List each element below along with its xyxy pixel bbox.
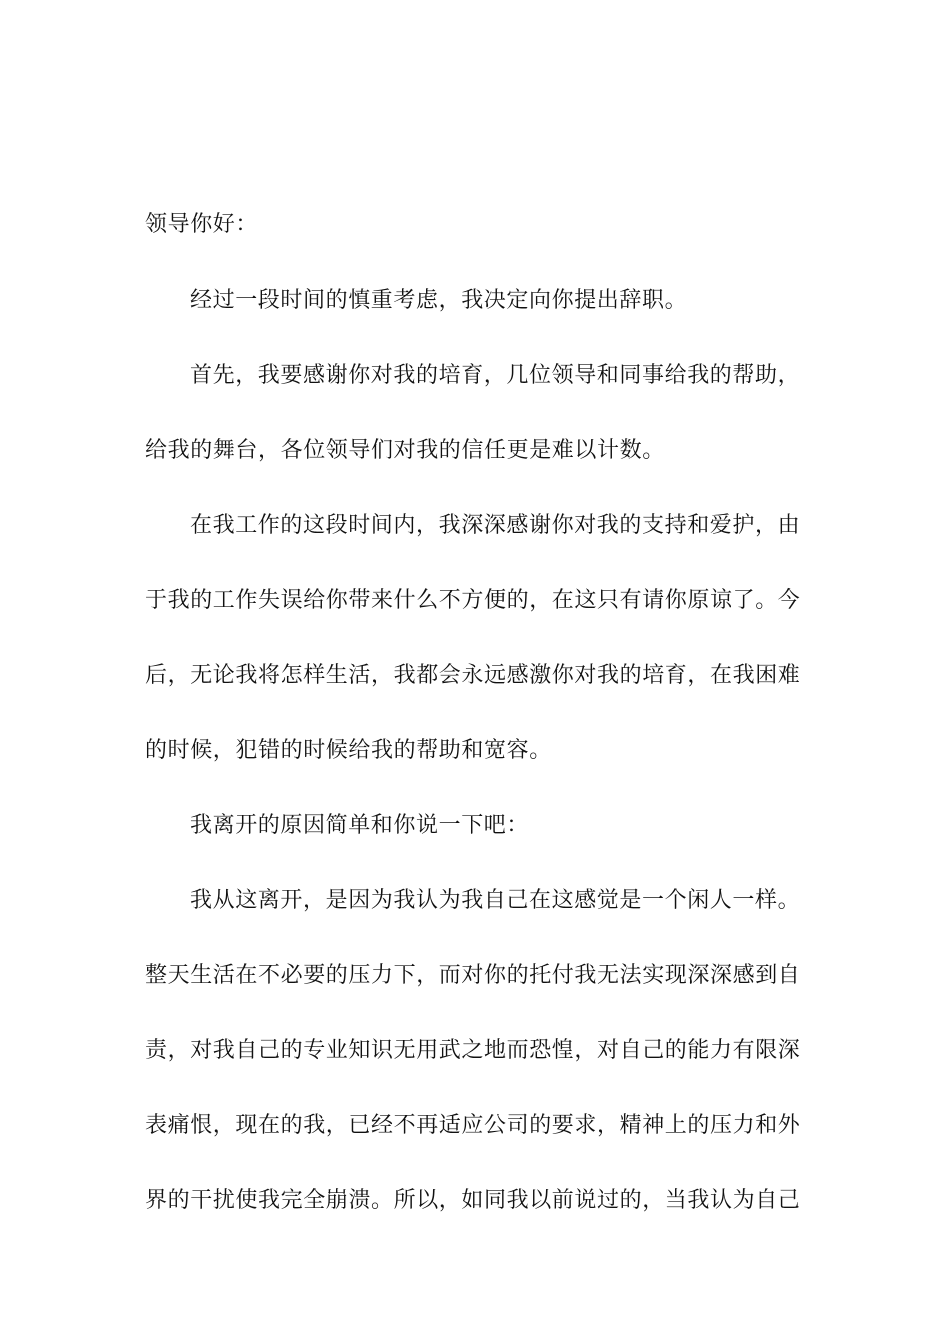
paragraph-line: 于我的工作失误给你带来什么不方便的，在这只有请你原谅了。今 [145,588,801,613]
paragraph-line: 责，对我自己的专业知识无用武之地而恐惶，对自己的能力有限深 [145,1038,801,1063]
paragraph-line: 我从这离开，是因为我认为我自己在这感觉是一个闲人一样。 [190,888,801,913]
paragraph-line: 的时候，犯错的时候给我的帮助和宽容。 [145,738,552,763]
paragraph-line: 表痛恨，现在的我，已经不再适应公司的要求，精神上的压力和外 [145,1113,801,1138]
paragraph-line: 在我工作的这段时间内，我深深感谢你对我的支持和爱护，由 [190,513,801,538]
paragraph-line: 给我的舞台，各位领导们对我的信任更是难以计数。 [145,438,665,463]
paragraph-line: 后，无论我将怎样生活，我都会永远感激你对我的培育，在我困难 [145,663,801,688]
paragraph-line: 界的干扰使我完全崩溃。所以，如同我以前说过的，当我认为自己 [145,1188,801,1213]
paragraph-line: 首先，我要感谢你对我的培育，几位领导和同事给我的帮助， [190,363,801,388]
salutation: 领导你好： [145,212,259,237]
paragraph-line: 我离开的原因简单和你说一下吧： [190,813,530,838]
paragraph-line: 经过一段时间的慎重考虑，我决定向你提出辞职。 [190,288,688,313]
paragraph-line: 整天生活在不必要的压力下，而对你的托付我无法实现深深感到自 [145,963,801,988]
